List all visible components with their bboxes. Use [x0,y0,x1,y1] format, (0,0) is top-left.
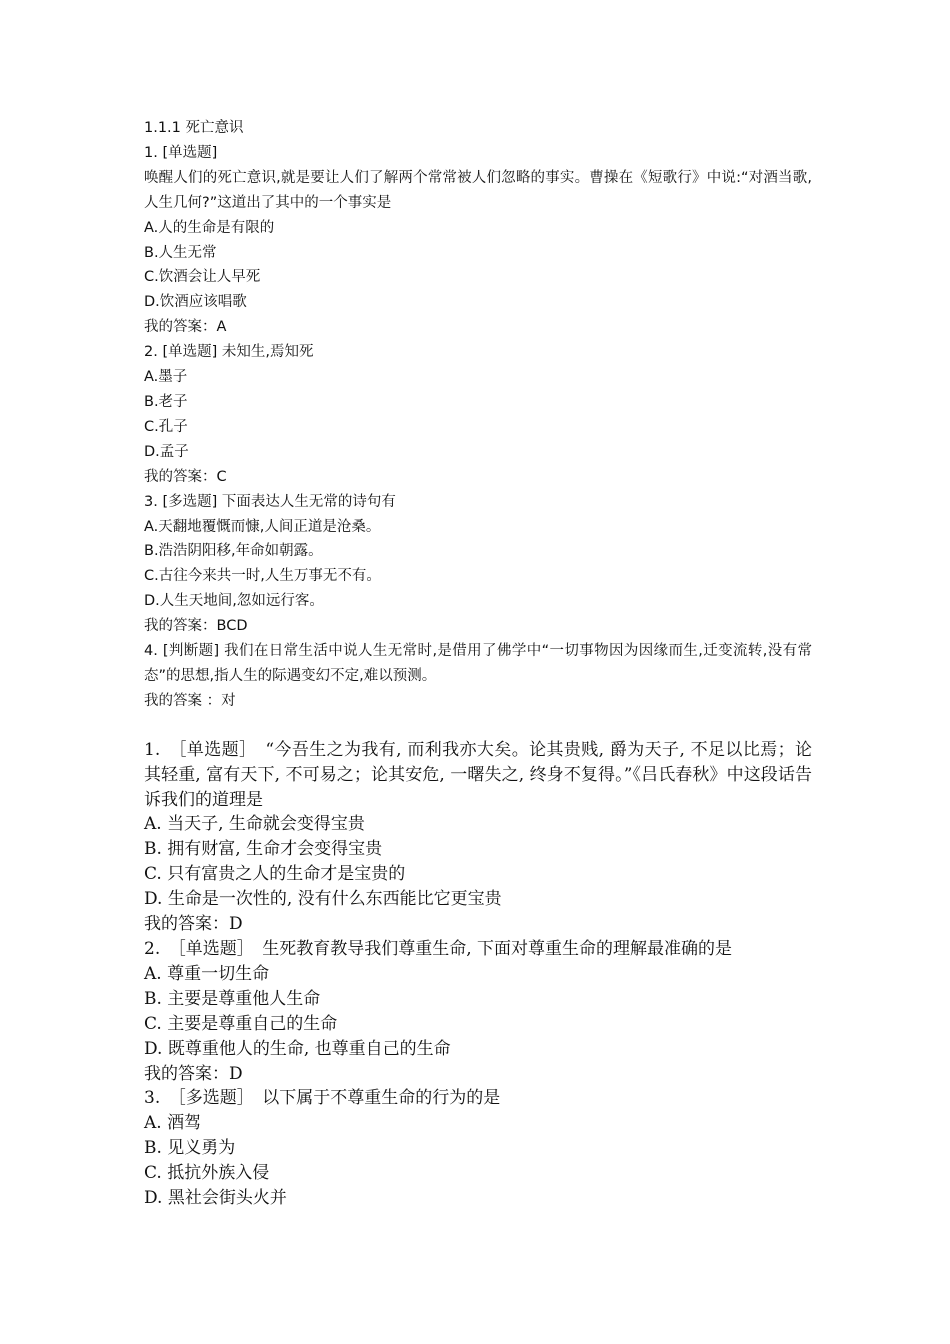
option-d: D.人生天地间,忽如远行客。 [144,593,324,610]
question-4 [144,639,812,714]
my-answer: 我的答案：D [144,1063,243,1084]
option-c: C. 抵抗外族入侵 [144,1163,270,1184]
my-answer: 我的答案：C [144,468,227,485]
question-stem: 3. [多选题] 下面表达人生无常的诗句有 [144,493,396,510]
question-1 [144,141,812,340]
my-answer: 我的答案 ：对 [144,692,236,709]
my-answer: 我的答案：BCD [144,618,248,635]
question-stem: 1. ［单选题］ “今吾生之为我有, 而利我亦大矣。论其贵贱, 爵为天子, 不足以比焉；论其轻重, 富有天下, 不可易之；论其安危, 一曙失之, 终身不复得。”《吕氏春秋》中这段话告诉我们的道理是 [144,739,812,810]
question-stem: 2. [单选题] 未知生,焉知死 [144,344,314,361]
option-b: B.人生无常 [144,244,217,261]
question-stem: 3. ［多选题］ 以下属于不尊重生命的行为的是 [144,1088,501,1109]
option-d: D. 既尊重他人的生命, 也尊重自己的生命 [144,1038,451,1059]
question-2 [144,340,812,489]
option-b: B. 主要是尊重他人生命 [144,988,321,1009]
option-b: B. 见义勇为 [144,1138,236,1159]
question-number-type: 1. [单选题] [144,144,218,161]
question-stem: 4. [判断题] 我们在日常生活中说人生无常时,是借用了佛学中“一切事物因为因缘而生,迁变流转,没有常态”的思想,指人生的际遇变幻不定,难以预测。 [144,643,812,684]
option-a: A.天翻地覆慨而慷,人间正道是沧桑。 [144,518,381,535]
option-d: D. 生命是一次性的, 没有什么东西能比它更宝贵 [144,889,502,910]
question-stem: 2. ［单选题］ 生死教育教导我们尊重生命, 下面对尊重生命的理解最准确的是 [144,939,733,959]
my-answer: 我的答案：D [144,914,243,935]
document-content [144,116,812,1211]
option-d: D.饮酒应该唱歌 [144,294,247,311]
option-c: C. 只有富贵之人的生命才是宝贵的 [144,864,406,885]
option-a: A.墨子 [144,369,188,386]
option-d: D. 黑社会街头火并 [144,1188,287,1209]
option-c: C.饮酒会让人早死 [144,269,261,286]
section-death-awareness [144,116,812,714]
option-c: C.古往今来共一时,人生万事无不有。 [144,568,381,585]
section-heading: 1.1.1 死亡意识 [144,120,244,136]
question-stem: 唤醒人们的死亡意识,就是要让人们了解两个常常被人们忽略的事实。曹操在《短歌行》中说:“对酒当歌,人生几何?”这道出了其中的一个事实是 [144,169,812,211]
option-a: A. 尊重一切生命 [144,963,270,984]
option-c: C. 主要是尊重自己的生命 [144,1013,338,1034]
question-3 [144,490,812,639]
option-a: A.人的生命是有限的 [144,219,275,236]
question-3 [144,1086,812,1211]
option-a: A. 酒驾 [144,1113,202,1134]
section-respect-life [144,738,812,1211]
option-b: B. 拥有财富, 生命才会变得宝贵 [144,839,383,860]
option-b: B.老子 [144,393,188,410]
question-2 [144,937,812,1086]
question-1 [144,738,812,937]
option-d: D.孟子 [144,443,189,460]
option-b: B.浩浩阴阳移,年命如朝露。 [144,543,323,560]
my-answer: 我的答案：A [144,319,227,336]
option-a: A. 当天子, 生命就会变得宝贵 [144,814,365,835]
option-c: C.孔子 [144,418,188,435]
